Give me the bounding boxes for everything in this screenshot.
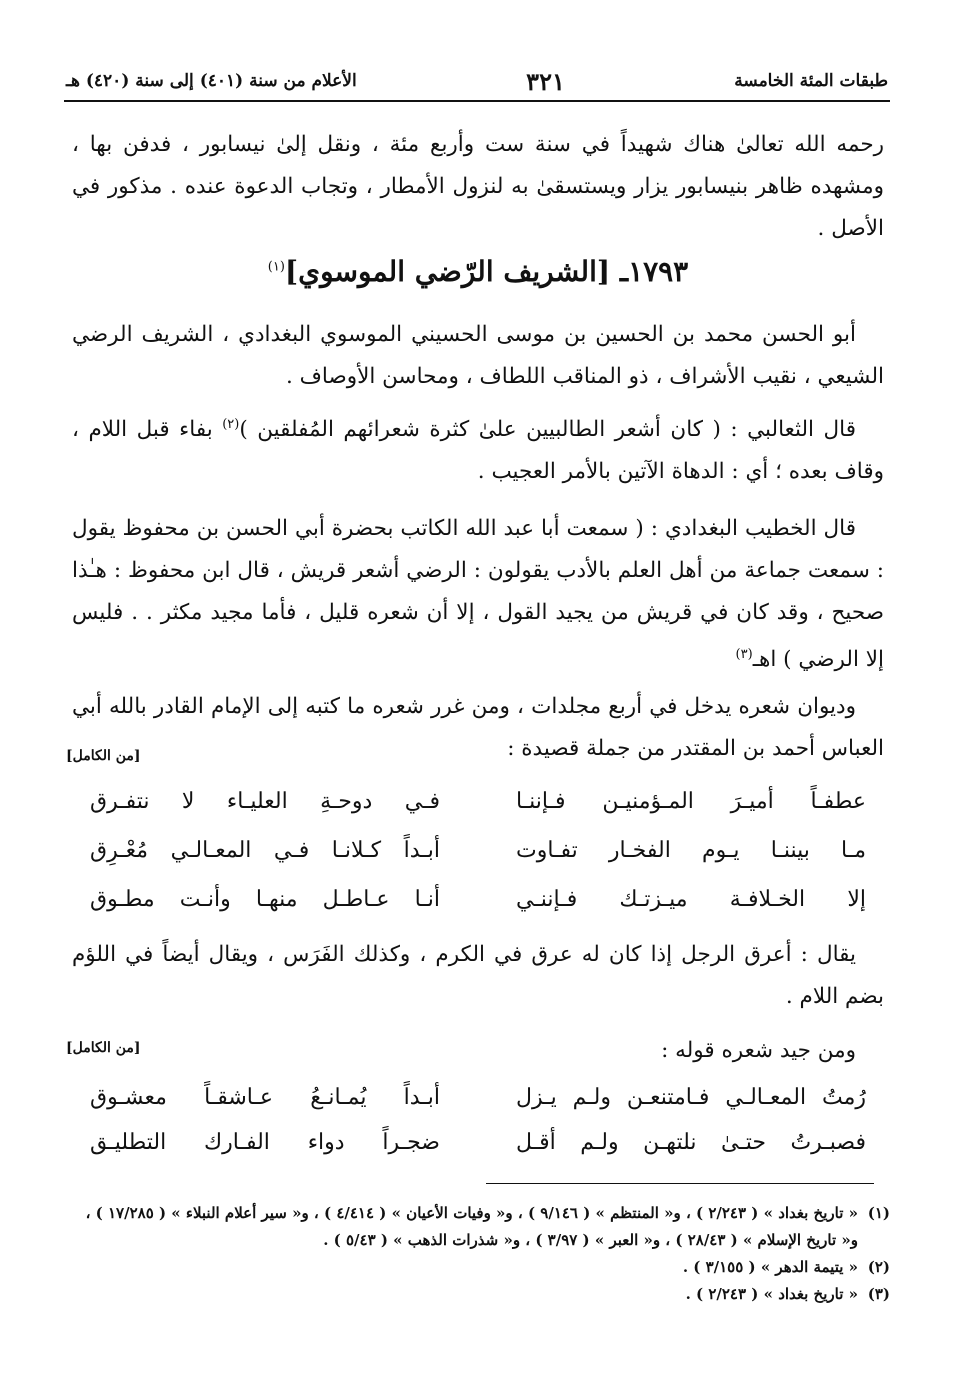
verse-line	[90, 1121, 866, 1163]
page-number: ٣٢١	[526, 66, 565, 96]
section-title: طبقات المئة الخامسة	[734, 71, 888, 91]
range-title: الأعلام من سنة (٤٠١) إلى سنة (٤٢٠) هـ	[66, 71, 357, 91]
first-hemistich: رُمتُ المعـالـي فـامتنعـن ولـم يـزل	[516, 1084, 866, 1110]
first-hemistich: إلا الخـلافـة ميـزتـك فـإننـي	[516, 886, 866, 912]
footnote-mark: (٢)	[867, 1258, 890, 1276]
thaalibi-gloss-text: بفاء قبل اللام ، وقاف بعده ؛ أي : الدهاة الآتين بالأمر العجيب .	[72, 417, 884, 485]
verse-line	[90, 780, 866, 822]
verse-line	[90, 1076, 866, 1118]
entry-title-text: ١٧٩٣ـ [الشريف الرّضي الموسوي]	[284, 255, 689, 288]
thaalibi-quote-paragraph	[72, 404, 884, 493]
second-hemistich: ضجـراً دواء الفـارك التطليـق	[90, 1129, 440, 1155]
footnotes	[72, 1200, 890, 1308]
first-hemistich: مـا بيننـا يـوم الفخـار تفـاوت	[516, 837, 866, 863]
poem-intro-paragraph: ومن جيد شعره قوله :	[661, 1038, 856, 1063]
second-hemistich: فـي دوحـةِ العليـاء لا نتفـرق	[90, 788, 440, 814]
footnote-mark: (٣)	[867, 1285, 890, 1303]
khatib-quote-text: قال الخطيب البغدادي : ( سمعت أبا عبد الله الكاتب بحضرة أبي الحسن بن محفوظ يقول : سمعت جماعة من أهل العلم بالأدب يقولون : الرضي أشعر قريش ، قال ابن محفوظ : هـٰذا صحيح ، وقد كان في قريش من يجيد القول ، إلا أن شعره قليل ، فأما مجيد مكثر . . فليس إلا الرضي ) اهـ	[72, 516, 884, 673]
second-hemistich: أبـداً يُمـانـعُ عـاشقـاً معشـوق	[90, 1084, 440, 1110]
footnote-ref-3: (٣)	[735, 647, 753, 662]
diwan-paragraph: وديوان شعره يدخل في أربع مجلدات ، ومن غرر شعره ما كتبه إلى الإمام القادر بالله أبي العباس أحمد بن المقتدر من جملة قصيدة :	[72, 694, 884, 761]
footnote-ref-1: (١)	[267, 259, 285, 275]
running-header	[66, 64, 888, 98]
thaalibi-quote-text: قال الثعالبي : ( كان أشعر الطالبيين علىٰ كثرة شعرائهم المُفلقين )	[239, 417, 856, 443]
verse-line	[90, 878, 866, 920]
second-hemistich: أبـداً كـلانـا فـي المعـالـي مُعْـرِق	[90, 837, 440, 863]
khatib-quote-paragraph	[72, 508, 884, 681]
first-hemistich: فصبـرتُ حتـىٰ نلتهـن ولـم أقـل	[516, 1129, 866, 1155]
footnote-text: « تاريخ بغداد » ( ٢/٢٤٣ ) ، و« المنتظم » ( ٩/١٤٦ ) ، و« وفيات الأعيان » ( ٤/٤١٤ ) ، و« سير أعلام النبلاء » ( ١٧/٢٨٥ ) ، و« تاريخ الإسلام » ( ٢٨/٤٣ ) ، و« العبر » ( ٣/٩٧ ) ، و« شذرات الذهب » ( ٥/٤٣ ) .	[85, 1204, 858, 1249]
footnote	[72, 1200, 890, 1254]
footnote-rule	[486, 1183, 874, 1184]
meter-label: [من الكامل]	[66, 1040, 141, 1056]
header-rule	[64, 100, 890, 102]
footnote-ref-2: (٢)	[222, 417, 240, 432]
biography-paragraph: أبو الحسن محمد بن الحسين بن موسى الحسيني الموسوي البغدادي ، الشريف الرضي الشيعي ، نقيب الأشراف ، ذو المناقب اللطاف ، ومحاسن الأوصاف .	[72, 322, 884, 389]
footnote-text: « تاريخ بغداد » ( ٢/٢٤٣ ) .	[685, 1285, 858, 1303]
entry-title	[0, 255, 956, 288]
meter-label: [من الكامل]	[66, 748, 141, 764]
footnote-mark: (١)	[867, 1204, 890, 1222]
lexical-note-paragraph: يقال : أعرق الرجل إذا كان له عرق في الكرم ، وكذلك الفَرَس ، ويقال أيضاً في اللؤم بضم اللام .	[72, 942, 884, 1009]
intro-paragraph: رحمه الله تعالىٰ هناك شهيداً في سنة ست وأربع مئة ، ونقل إلىٰ نيسابور ، فدفن بها ، ومشهده ظاهر بنيسابور يزار ويستسقىٰ به لنزول الأمطار ، وتجاب الدعوة عنده . مذكور في الأصل .	[72, 132, 884, 241]
footnote	[72, 1281, 890, 1308]
second-hemistich: أنـا عـاطـل منهـا وأنـت مطـوق	[90, 886, 440, 912]
verse-line	[90, 829, 866, 871]
footnote	[72, 1254, 890, 1281]
first-hemistich: عطفـاً أميـرَ المـؤمنيـن فـإننـا	[516, 788, 866, 814]
footnote-text: « يتيمة الدهر » ( ٣/١٥٥ ) .	[682, 1258, 858, 1276]
